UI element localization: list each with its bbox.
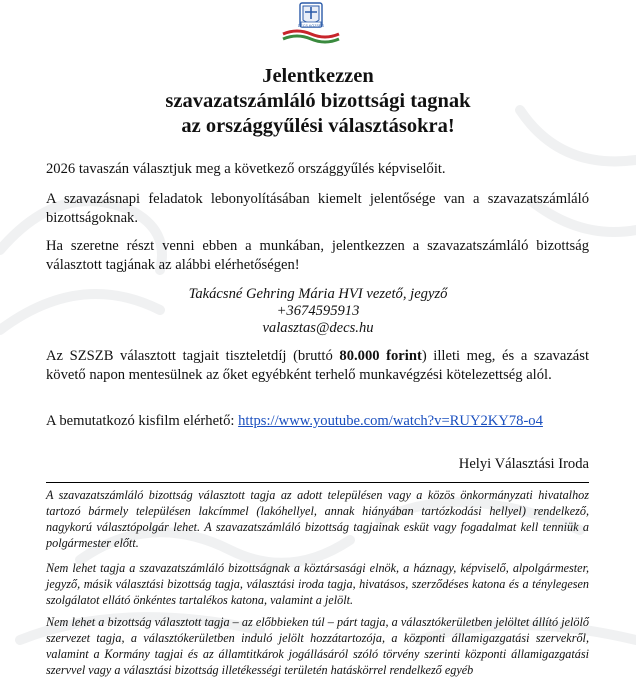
video-label: A bemutatkozó kisfilm elérhető: xyxy=(46,413,239,429)
contact-email: valasztas@decs.hu xyxy=(262,320,374,336)
coat-of-arms-icon xyxy=(281,0,341,46)
footnote-further-exclusions: Nem lehet a bizottság választott tagja – az előbbieken túl – párt tagja, a választókerületben jelöltet állító jelölő szervezet tagja, a választókerületben induló jelölt hozzátartozója, a központi államigazgatási szervekről, valamint a Kormány tagjai és az államtitkárok jogállásáról szóló törvény szerinti központi államigazgatási szervvel vagy a választási bizottság illetékességi területén hatáskörrel rendelkező egyéb xyxy=(46,615,589,677)
fee-text-after: ) illeti meg, és a szavazást követő napon mentesülnek az őket egyébként terhelő munkavégzési kötelezettség alól. xyxy=(46,348,590,383)
contact-name: Takácsné Gehring Mária HVI vezető, jegyző xyxy=(188,286,448,302)
call-to-action-paragraph: Ha szeretne részt venni ebben a munkában, jelentkezzen a szavazatszámláló bizottság választott tagjának az alábbi elérhetőségen! xyxy=(46,238,589,273)
intro-paragraph: 2026 tavaszán választjuk meg a következő országgyűlés képviselőit. xyxy=(46,161,446,177)
contact-block xyxy=(0,286,636,337)
fee-amount: 80.000 forint xyxy=(339,348,422,364)
footnote-exclusions: Nem lehet tagja a szavazatszámláló bizottságnak a köztársasági elnök, a háznagy, képviselő, alpolgármester, jegyző, másik választási bizottság tagja, választási iroda tagja, hivatásos, szerződéses katona és a ténylegesen szolgálatot ellátó önkéntes tartalékos katona, valamint a jelölt. xyxy=(46,561,589,607)
emblem-caption: DÉCS KÖZSÉG xyxy=(297,24,325,28)
title-line: az országgyűlési választásokra! xyxy=(181,115,455,137)
page-title xyxy=(0,64,636,139)
fee-text-before: Az SZSZB választott tagjait tiszteletdíj (bruttó xyxy=(46,348,340,364)
divider xyxy=(46,482,589,483)
importance-paragraph: A szavazásnapi feladatok lebonyolításában kiemelt jelentősége van a szavazatszámláló bizottságoknak. xyxy=(46,191,589,226)
title-line: Jelentkezzen xyxy=(262,65,374,87)
fee-paragraph xyxy=(46,347,589,385)
signature: Helyi Választási Iroda xyxy=(458,456,589,472)
video-paragraph xyxy=(46,412,589,431)
contact-phone: +3674595913 xyxy=(276,303,360,319)
footnote-eligibility: A szavazatszámláló bizottság választott tagja az adott településen vagy a közös önkormányzati hivatalhoz tartozó bármely településen lakcímmel (lakóhellyel, annak hiányában tartózkodási hellyel) rendelkező, nagykorú választópolgár lehet. A szavazatszámláló bizottság tagjainak esküt vagy fogadalmat kell tenniük a polgármester előtt. xyxy=(46,488,589,550)
video-link[interactable]: https://www.youtube.com/watch?v=RUY2KY78-o4 xyxy=(238,413,543,429)
title-line: szavazatszámláló bizottsági tagnak xyxy=(165,90,471,112)
